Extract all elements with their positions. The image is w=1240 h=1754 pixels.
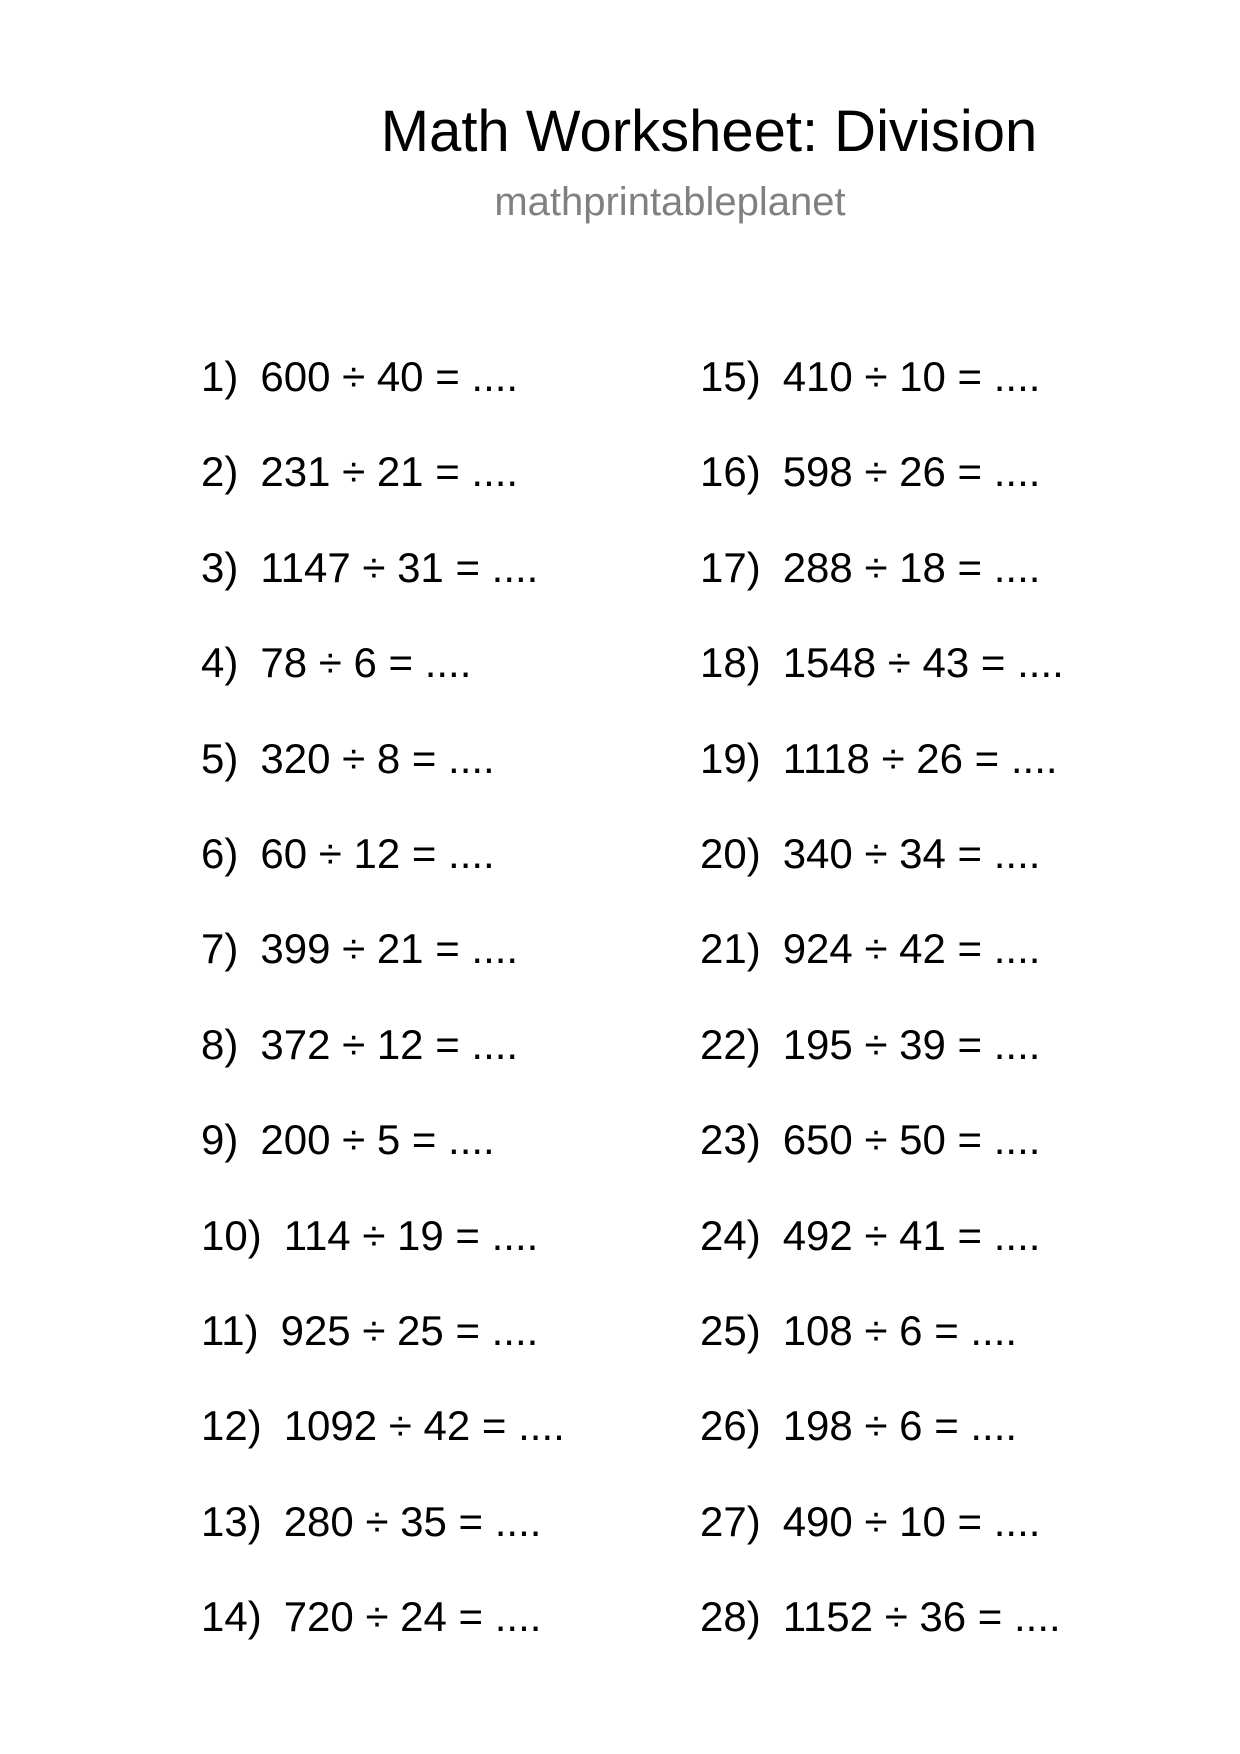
problem-number: 20) [700,829,761,877]
problem-expression: 108 ÷ 6 = .... [782,1306,1018,1354]
problem-row [700,352,1064,447]
problem-expression: 200 ÷ 5 = .... [260,1116,495,1164]
problem-number: 7) [201,925,239,973]
page-title: Math Worksheet: Division [380,99,1038,164]
problem-row [700,543,1064,638]
problem-row [700,1497,1064,1592]
problem-expression: 78 ÷ 6 = .... [260,639,472,687]
problem-number: 19) [700,734,761,782]
problem-expression: 399 ÷ 21 = .... [260,925,519,973]
problem-row [700,1115,1064,1210]
problem-expression: 372 ÷ 12 = .... [260,1020,519,1068]
problem-expression: 598 ÷ 26 = .... [782,448,1041,496]
problem-number: 25) [700,1306,761,1354]
problem-expression: 924 ÷ 42 = .... [782,925,1041,973]
page-subtitle: mathprintableplanet [494,180,846,224]
problem-number: 17) [700,543,761,591]
problem-expression: 231 ÷ 21 = .... [260,448,519,496]
problem-expression: 320 ÷ 8 = .... [260,734,495,782]
problem-expression: 492 ÷ 41 = .... [782,1211,1041,1259]
problem-number: 26) [700,1402,761,1450]
problem-number: 6) [201,829,239,877]
problem-expression: 195 ÷ 39 = .... [782,1020,1041,1068]
problem-row [201,924,565,1019]
problem-expression: 1548 ÷ 43 = .... [782,639,1064,687]
problem-number: 5) [201,734,239,782]
problem-number: 9) [201,1116,239,1164]
problem-number: 15) [700,353,761,400]
problem-row [700,1401,1064,1496]
problem-expression: 1152 ÷ 36 = .... [782,1593,1061,1641]
problem-number: 18) [700,639,761,687]
problem-number: 11) [201,1306,259,1354]
problem-expression: 490 ÷ 10 = .... [782,1497,1041,1545]
problem-number: 4) [201,639,239,687]
problem-number: 28) [700,1593,761,1641]
problem-expression: 198 ÷ 6 = .... [782,1402,1018,1450]
problem-row [700,1211,1064,1306]
problem-row [201,734,565,829]
problem-row [201,447,565,542]
problem-row [700,924,1064,1019]
problem-row [201,1401,565,1496]
problem-number: 3) [201,543,239,591]
problem-number: 1) [201,353,239,400]
problem-row [201,352,565,447]
problem-column-right [700,352,1064,1687]
problem-expression: 1147 ÷ 31 = .... [260,543,539,591]
problem-row [201,1115,565,1210]
problem-expression: 1118 ÷ 26 = .... [782,734,1058,782]
problem-row [700,829,1064,924]
problem-row [201,638,565,733]
problem-row [700,1592,1064,1687]
problem-row [201,1497,565,1592]
problem-number: 12) [201,1402,262,1450]
problem-expression: 280 ÷ 35 = .... [283,1497,542,1545]
problem-expression: 600 ÷ 40 = .... [260,353,519,400]
problem-expression: 720 ÷ 24 = .... [283,1593,542,1641]
problem-expression: 1092 ÷ 42 = .... [283,1402,565,1450]
problem-expression: 650 ÷ 50 = .... [782,1116,1041,1164]
problem-number: 22) [700,1020,761,1068]
problem-row [700,1306,1064,1401]
problem-row [201,1020,565,1115]
problem-row [201,1592,565,1687]
problem-row [700,638,1064,733]
problem-number: 2) [201,448,239,496]
problem-number: 13) [201,1497,262,1545]
problem-number: 23) [700,1116,761,1164]
problem-expression: 925 ÷ 25 = .... [280,1306,539,1354]
problem-expression: 410 ÷ 10 = .... [782,353,1041,400]
problem-number: 24) [700,1211,761,1259]
problem-expression: 60 ÷ 12 = .... [260,829,495,877]
problem-expression: 340 ÷ 34 = .... [782,829,1041,877]
problem-number: 16) [700,448,761,496]
problem-column-left [201,352,565,1687]
problem-row [700,1020,1064,1115]
problem-row [201,1306,565,1401]
problem-row [201,543,565,638]
problem-number: 21) [700,925,761,973]
problem-row [201,1211,565,1306]
problem-number: 8) [201,1020,239,1068]
problem-row [700,447,1064,542]
problem-number: 14) [201,1593,262,1641]
problem-number: 10) [201,1211,262,1259]
problem-row [201,829,565,924]
problem-expression: 114 ÷ 19 = .... [283,1211,539,1259]
problem-expression: 288 ÷ 18 = .... [782,543,1041,591]
problem-row [700,734,1064,829]
problem-number: 27) [700,1497,761,1545]
